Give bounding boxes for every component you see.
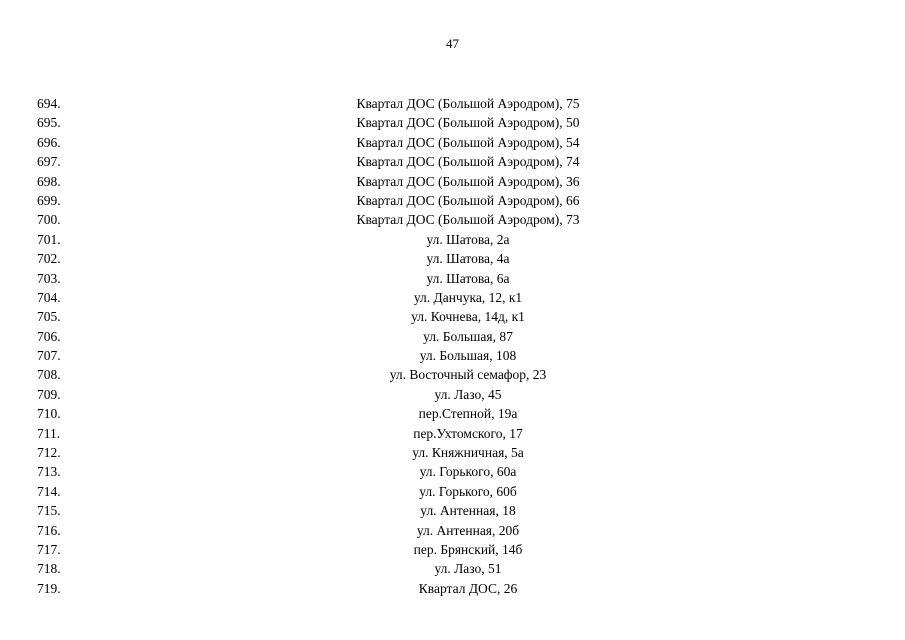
row-address: ул. Антенная, 20б — [416, 522, 520, 538]
row-address: Квартал ДОС (Большой Аэродром), 66 — [356, 192, 580, 208]
list-item — [0, 133, 905, 152]
row-address: ул. Большая, 108 — [419, 348, 517, 364]
row-number: 704. — [37, 289, 61, 305]
row-address: ул. Антенная, 18 — [420, 503, 516, 519]
row-address: ул. Кочнева, 14д, к1 — [411, 309, 525, 325]
row-address: Квартал ДОС, 26 — [418, 580, 518, 596]
row-address: Квартал ДОС (Большой Аэродром), 73 — [356, 212, 580, 228]
row-number: 697. — [37, 154, 61, 170]
list-item — [0, 540, 905, 559]
row-address: пер.Степной, 19а — [418, 406, 518, 422]
row-address: ул. Большая, 87 — [423, 328, 513, 344]
row-address: ул. Горького, 60а — [419, 464, 517, 480]
list-item — [0, 210, 905, 229]
row-address: ул. Лазо, 51 — [434, 561, 502, 577]
list-item — [0, 307, 905, 326]
list-item — [0, 462, 905, 481]
row-address: ул. Княжничная, 5а — [412, 445, 524, 461]
row-address: ул. Восточный семафор, 23 — [389, 367, 547, 383]
list-item — [0, 521, 905, 540]
row-number: 696. — [37, 134, 61, 150]
row-address: ул. Данчука, 12, к1 — [413, 289, 523, 305]
row-number: 715. — [37, 503, 61, 519]
row-number: 695. — [37, 115, 61, 131]
list-item — [0, 346, 905, 365]
list-item — [0, 230, 905, 249]
row-number: 709. — [37, 386, 61, 402]
row-address: Квартал ДОС (Большой Аэродром), 54 — [356, 134, 580, 150]
row-address: ул. Лазо, 45 — [434, 386, 502, 402]
list-item — [0, 443, 905, 462]
list-item — [0, 559, 905, 578]
row-address: Квартал ДОС (Большой Аэродром), 50 — [356, 115, 580, 131]
list-item — [0, 191, 905, 210]
row-number: 710. — [37, 406, 61, 422]
row-number: 703. — [37, 270, 61, 286]
list-item — [0, 365, 905, 384]
row-number: 713. — [37, 464, 61, 480]
row-number: 699. — [37, 192, 61, 208]
list-item — [0, 404, 905, 423]
row-number: 701. — [37, 231, 61, 247]
row-number: 698. — [37, 173, 61, 189]
list-item — [0, 172, 905, 191]
row-address: пер.Ухтомского, 17 — [413, 425, 523, 441]
row-number: 712. — [37, 445, 61, 461]
list-item — [0, 482, 905, 501]
row-number: 714. — [37, 483, 61, 499]
row-number: 718. — [37, 561, 61, 577]
list-item — [0, 269, 905, 288]
row-address: Квартал ДОС (Большой Аэродром), 74 — [356, 154, 580, 170]
row-number: 706. — [37, 328, 61, 344]
list-item — [0, 249, 905, 268]
row-number: 700. — [37, 212, 61, 228]
list-item — [0, 288, 905, 307]
list-item — [0, 327, 905, 346]
row-number: 707. — [37, 348, 61, 364]
row-number: 702. — [37, 251, 61, 267]
list-item — [0, 424, 905, 443]
row-number: 694. — [37, 96, 61, 111]
row-address: ул. Шатова, 2а — [426, 231, 510, 247]
list-item — [0, 579, 905, 598]
row-number: 711. — [37, 425, 61, 441]
list-item — [0, 113, 905, 132]
row-number: 705. — [37, 309, 61, 325]
row-address: Квартал ДОС (Большой Аэродром), 75 — [356, 96, 580, 111]
address-list — [0, 94, 905, 598]
row-number: 716. — [37, 522, 61, 538]
row-number: 708. — [37, 367, 61, 383]
row-address: пер. Брянский, 14б — [413, 541, 523, 557]
list-item — [0, 501, 905, 520]
row-number: 719. — [37, 580, 61, 596]
row-number: 717. — [37, 541, 61, 557]
row-address: ул. Горького, 60б — [419, 483, 517, 499]
list-item — [0, 152, 905, 171]
list-item — [0, 94, 905, 113]
row-address: ул. Шатова, 6а — [426, 270, 510, 286]
page-number: 47 — [446, 36, 459, 51]
row-address: ул. Шатова, 4а — [426, 251, 510, 267]
list-item — [0, 385, 905, 404]
row-address: Квартал ДОС (Большой Аэродром), 36 — [356, 173, 580, 189]
